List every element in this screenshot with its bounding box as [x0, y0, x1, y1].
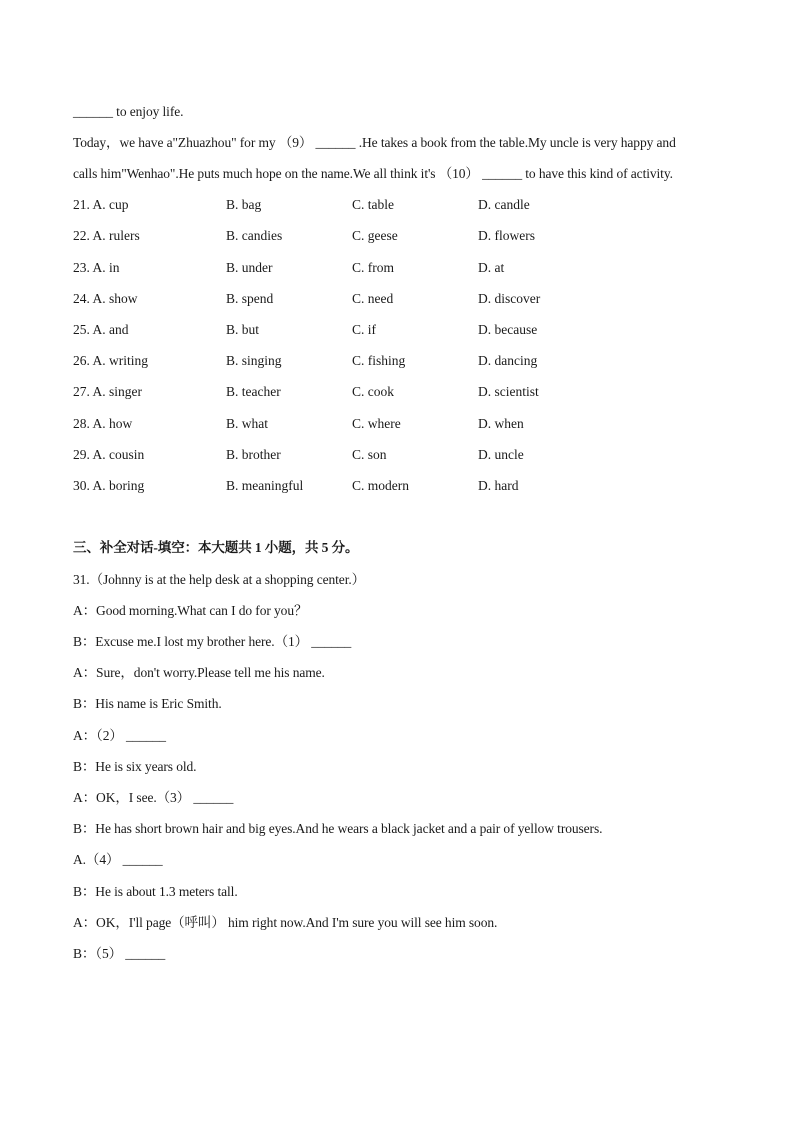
dialogue-line: A：OK，I'll page（呼叫） him right now.And I'm sure you will see him soon. [73, 915, 498, 930]
option-b: B. spend [226, 291, 274, 306]
option-d: D. when [478, 416, 524, 431]
option-b: B. candies [226, 228, 283, 243]
option-d: D. hard [478, 478, 519, 493]
option-c: C. need [352, 291, 394, 306]
option-d: D. candle [478, 197, 530, 212]
option-a: 30. A. boring [73, 478, 145, 493]
option-b: B. under [226, 260, 273, 275]
option-c: C. son [352, 447, 387, 462]
option-b: B. meaningful [226, 478, 304, 493]
passage-line-3: calls him"Wenhao".He puts much hope on the name.We all think it's （10） ______ to have this kind of activity. [73, 166, 673, 181]
option-a: 29. A. cousin [73, 447, 145, 462]
option-c: C. fishing [352, 353, 406, 368]
passage-line-1: ______ to enjoy life. [73, 104, 184, 119]
option-b: B. bag [226, 197, 262, 212]
dialogue-line: B：His name is Eric Smith. [73, 696, 222, 711]
option-a: 23. A. in [73, 260, 120, 275]
dialogue-line: A：Sure，don't worry.Please tell me his name. [73, 665, 325, 680]
dialogue-line: A：OK，I see.（3） ______ [73, 790, 234, 805]
option-c: C. where [352, 416, 401, 431]
dialogue-line: A：（2） ______ [73, 728, 166, 743]
dialogue-line: B：He is about 1.3 meters tall. [73, 884, 238, 899]
dialogue-line: B：Excuse me.I lost my brother here.（1） ______ [73, 634, 352, 649]
option-d: D. flowers [478, 228, 535, 243]
dialogue-line: A.（4） ______ [73, 852, 163, 867]
option-b: B. singing [226, 353, 282, 368]
option-d: D. scientist [478, 384, 539, 399]
dialogue-line: B：（5） ______ [73, 946, 166, 961]
option-d: D. because [478, 322, 538, 337]
dialogue-line: B：He has short brown hair and big eyes.And he wears a black jacket and a pair of yellow trousers. [73, 821, 603, 836]
option-a: 28. A. how [73, 416, 133, 431]
option-d: D. discover [478, 291, 541, 306]
option-d: D. uncle [478, 447, 524, 462]
option-b: B. what [226, 416, 268, 431]
option-a: 25. A. and [73, 322, 129, 337]
option-a: 27. A. singer [73, 384, 142, 399]
dialogue-intro: 31.（Johnny is at the help desk at a shopping center.） [73, 572, 366, 587]
option-d: D. dancing [478, 353, 538, 368]
option-b: B. teacher [226, 384, 281, 399]
option-b: B. brother [226, 447, 281, 462]
option-d: D. at [478, 260, 505, 275]
option-a: 24. A. show [73, 291, 138, 306]
option-c: C. cook [352, 384, 394, 399]
option-a: 26. A. writing [73, 353, 149, 368]
option-c: C. geese [352, 228, 398, 243]
option-a: 22. A. rulers [73, 228, 140, 243]
option-b: B. but [226, 322, 260, 337]
dialogue-line: B：He is six years old. [73, 759, 197, 774]
option-c: C. table [352, 197, 394, 212]
option-c: C. modern [352, 478, 409, 493]
option-a: 21. A. cup [73, 197, 129, 212]
option-c: C. if [352, 322, 377, 337]
section-heading: 三、补全对话-填空：本大题共 1 小题，共 5 分。 [73, 540, 359, 555]
passage-line-2: Today，we have a"Zhuazhou" for my （9） ______ .He takes a book from the table.My uncle is very happy and [73, 135, 676, 150]
dialogue-line: A：Good morning.What can I do for you？ [73, 603, 308, 618]
option-c: C. from [352, 260, 394, 275]
